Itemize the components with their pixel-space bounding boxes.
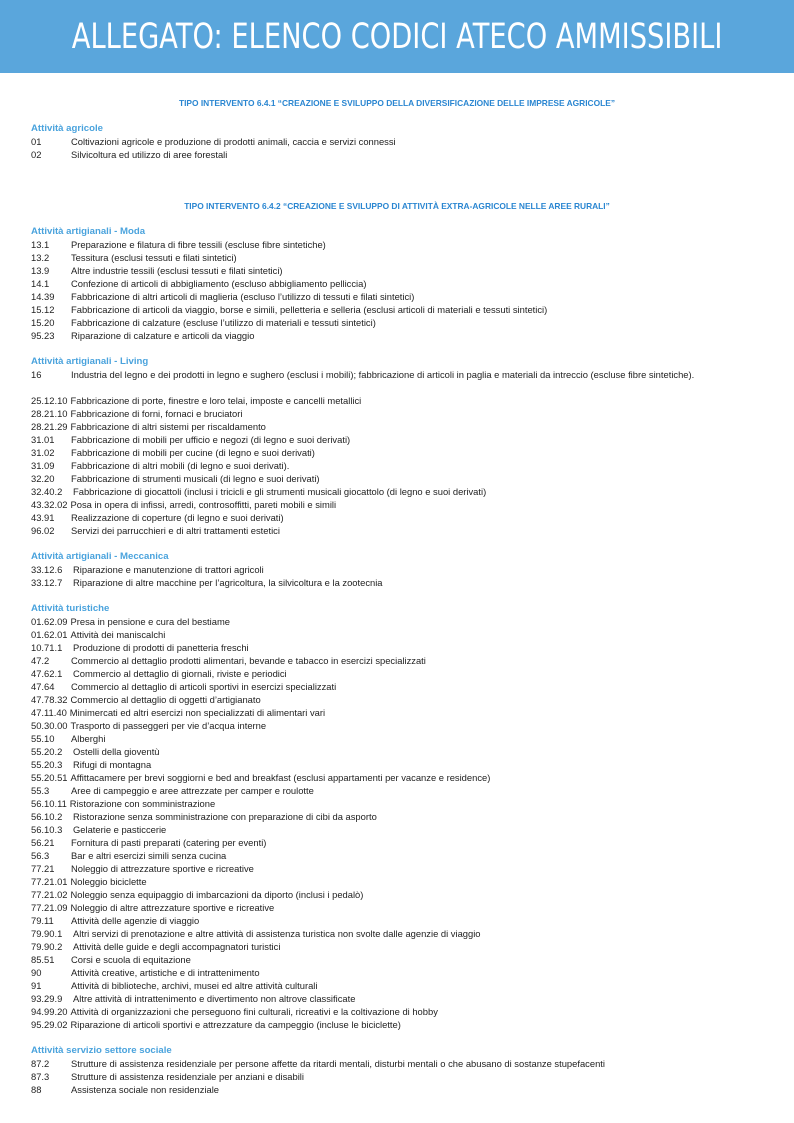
ateco-code: 14.1 (31, 278, 50, 289)
ateco-code: 79.90.2 (31, 941, 63, 952)
ateco-code-row (31, 1070, 761, 1083)
ateco-code: 94.99.20 (31, 1006, 68, 1017)
ateco-description: Fabbricazione di articoli da viaggio, borse e simili, pelletteria e selleria (esclusi articoli di materiali e tessuti sintetici) (71, 304, 548, 315)
ateco-description: Fabbricazione di porte, finestre e loro telai, imposte e cancelli metallici (70, 395, 362, 406)
ateco-code-row (31, 615, 761, 628)
ateco-code-row (31, 784, 761, 797)
ateco-description: Attività delle agenzie di viaggio (71, 915, 200, 926)
ateco-code-row (31, 810, 761, 823)
ateco-code-row (31, 862, 761, 875)
ateco-code-row (31, 1005, 761, 1018)
ateco-description: Presa in pensione e cura del bestiame (70, 616, 230, 627)
ateco-description: Altri servizi di prenotazione e altre attività di assistenza turistica non svolte dalle agenzie di viaggio (73, 928, 481, 939)
ateco-code: 90 (31, 967, 42, 978)
ateco-code: 47.62.1 (31, 668, 63, 679)
ateco-code: 31.01 (31, 434, 55, 445)
ateco-code-row (31, 485, 761, 498)
ateco-code-row (31, 277, 761, 290)
ateco-code: 33.12.7 (31, 577, 63, 588)
ateco-code: 28.21.10 (31, 408, 68, 419)
ateco-code: 47.2 (31, 655, 50, 666)
ateco-code: 47.11.40 (31, 707, 67, 718)
ateco-code-row (31, 953, 761, 966)
ateco-description: Produzione di prodotti di panetteria freschi (73, 642, 249, 653)
ateco-code: 01.62.09 (31, 616, 68, 627)
category-title: Attività turistiche (31, 603, 110, 614)
ateco-code-row (31, 329, 761, 342)
category-title: Attività agricole (31, 123, 103, 134)
ateco-code-row (31, 459, 761, 472)
ateco-code: 32.40.2 (31, 486, 63, 497)
ateco-description: Industria del legno e dei prodotti in legno e sughero (esclusi i mobili); fabbricazione di articoli in paglia e materiali da intreccio (escluse fibre sintetiche). (71, 369, 695, 380)
ateco-code-row (31, 135, 761, 148)
ateco-code-row (31, 927, 761, 940)
ateco-description: Corsi e scuola di equitazione (71, 954, 191, 965)
ateco-description: Fabbricazione di mobili per ufficio e negozi (di legno e suoi derivati) (71, 434, 351, 445)
ateco-description: Realizzazione di coperture (di legno e suoi derivati) (71, 512, 284, 523)
ateco-description: Noleggio biciclette (70, 876, 147, 887)
category-title: Attività artigianali - Living (31, 356, 149, 367)
ateco-description: Minimercati ed altri esercizi non specializzati di alimentari vari (69, 707, 326, 718)
ateco-code-row (31, 706, 761, 719)
ateco-code: 31.09 (31, 460, 55, 471)
ateco-description: Bar e altri esercizi simili senza cucina (71, 850, 227, 861)
ateco-description: Ristorazione con somministrazione (69, 798, 216, 809)
ateco-description: Commercio al dettaglio di giornali, riviste e periodici (73, 668, 287, 679)
ateco-code: 50.30.00 (31, 720, 68, 731)
ateco-description: Gelaterie e pasticcerie (73, 824, 167, 835)
ateco-code-row (31, 901, 761, 914)
ateco-description: Riparazione di articoli sportivi e attrezzature da campeggio (incluse le biciclette) (70, 1019, 401, 1030)
ateco-code: 02 (31, 149, 42, 160)
ateco-code: 93.29.9 (31, 993, 63, 1004)
ateco-code: 96.02 (31, 525, 55, 536)
ateco-code: 31.02 (31, 447, 55, 458)
ateco-code: 32.20 (31, 473, 55, 484)
ateco-description: Fabbricazione di altri sistemi per riscaldamento (70, 421, 266, 432)
ateco-code-row (31, 641, 761, 654)
ateco-code-row (31, 914, 761, 927)
ateco-code-row (31, 732, 761, 745)
ateco-code-row (31, 446, 761, 459)
ateco-code-row (31, 628, 761, 641)
ateco-description: Fornitura di pasti preparati (catering per eventi) (71, 837, 267, 848)
ateco-code: 16 (31, 369, 42, 380)
ateco-code-row (31, 511, 761, 524)
ateco-description: Fabbricazione di calzature (escluse l’utilizzo di materiali e tessuti sintetici) (71, 317, 376, 328)
ateco-description: Fabbricazione di strumenti musicali (di legno e suoi derivati) (71, 473, 320, 484)
ateco-description: Riparazione di altre macchine per l’agricoltura, la silvicoltura e la zootecnia (73, 577, 383, 588)
ateco-code-row (31, 316, 761, 329)
ateco-code-row (31, 290, 761, 303)
ateco-description: Affittacamere per brevi soggiorni e bed and breakfast (esclusi appartamenti per vacanze e residence) (70, 772, 491, 783)
ateco-description: Strutture di assistenza residenziale per anziani e disabili (71, 1071, 304, 1082)
ateco-code: 56.10.2 (31, 811, 63, 822)
ateco-description: Rifugi di montagna (73, 759, 152, 770)
ateco-code-row (31, 1083, 761, 1096)
ateco-code: 77.21.09 (31, 902, 68, 913)
title-banner (0, 0, 794, 73)
ateco-code: 56.21 (31, 837, 55, 848)
ateco-description: Assistenza sociale non residenziale (71, 1084, 219, 1095)
ateco-code-row (31, 576, 761, 589)
ateco-code: 79.90.1 (31, 928, 63, 939)
ateco-description: Commercio al dettaglio di oggetti d’artigianato (70, 694, 261, 705)
ateco-code: 85.51 (31, 954, 55, 965)
ateco-description: Altre attività di intrattenimento e divertimento non altrove classificate (73, 993, 356, 1004)
ateco-description: Commercio al dettaglio di articoli sportivi in esercizi specializzati (71, 681, 337, 692)
ateco-code-row (31, 148, 761, 161)
document-title: ALLEGATO: ELENCO CODICI ATECO AMMISSIBILI (71, 16, 723, 57)
ateco-code: 14.39 (31, 291, 55, 302)
ateco-description: Altre industrie tessili (esclusi tessuti e filati sintetici) (71, 265, 283, 276)
ateco-description: Riparazione e manutenzione di trattori agricoli (73, 564, 264, 575)
ateco-code-row (31, 498, 761, 511)
ateco-code-row (31, 667, 761, 680)
ateco-code: 55.20.3 (31, 759, 63, 770)
ateco-code-row (31, 940, 761, 953)
ateco-description: Posa in opera di infissi, arredi, controsoffitti, pareti mobili e simili (70, 499, 337, 510)
ateco-description: Attività delle guide e degli accompagnatori turistici (73, 941, 281, 952)
ateco-description: Riparazione di calzature e articoli da viaggio (71, 330, 255, 341)
ateco-code: 13.1 (31, 239, 50, 250)
section-heading: TIPO INTERVENTO 6.4.1 “CREAZIONE E SVILUPPO DELLA DIVERSIFICAZIONE DELLE IMPRESE AGRICOLE” (178, 98, 616, 108)
ateco-code-row (31, 264, 761, 277)
ateco-code-row (31, 836, 761, 849)
ateco-code-row (31, 875, 761, 888)
ateco-code-row (31, 823, 761, 836)
ateco-code: 87.2 (31, 1058, 50, 1069)
ateco-code-row (31, 407, 761, 420)
ateco-code: 13.9 (31, 265, 50, 276)
ateco-description: Confezione di articoli di abbigliamento (escluso abbigliamento pelliccia) (71, 278, 367, 289)
ateco-code-row (31, 745, 761, 758)
ateco-code-row (31, 771, 761, 784)
ateco-code-row (31, 563, 761, 576)
ateco-code-row (31, 472, 761, 485)
ateco-code: 15.20 (31, 317, 55, 328)
ateco-code-row (31, 524, 761, 537)
ateco-description: Tessitura (esclusi tessuti e filati sintetici) (71, 252, 237, 263)
ateco-code: 01.62.01 (31, 629, 68, 640)
ateco-description: Aree di campeggio e aree attrezzate per camper e roulotte (71, 785, 314, 796)
ateco-code-row (31, 966, 761, 979)
ateco-code: 33.12.6 (31, 564, 63, 575)
section-heading: TIPO INTERVENTO 6.4.2 “CREAZIONE E SVILUPPO DI ATTIVITÀ EXTRA-AGRICOLE NELLE AREE RURALI” (184, 201, 610, 211)
ateco-code-row (31, 303, 761, 316)
ateco-description: Trasporto di passeggeri per vie d’acqua interne (70, 720, 267, 731)
ateco-code-row (31, 992, 761, 1005)
ateco-code: 47.78.32 (31, 694, 68, 705)
category-title: Attività servizio settore sociale (31, 1045, 172, 1056)
ateco-code: 13.2 (31, 252, 50, 263)
ateco-code-row (31, 979, 761, 992)
ateco-description: Ristorazione senza somministrazione con preparazione di cibi da asporto (73, 811, 377, 822)
ateco-description: Strutture di assistenza residenziale per persone affette da ritardi mentali, disturbi mentali o che abusano di sostanze stupefacenti (71, 1058, 605, 1069)
ateco-description: Fabbricazione di altri mobili (di legno e suoi derivati). (71, 460, 290, 471)
ateco-description: Coltivazioni agricole e produzione di prodotti animali, caccia e servizi connessi (71, 136, 396, 147)
ateco-code: 91 (31, 980, 42, 991)
ateco-code: 87.3 (31, 1071, 50, 1082)
ateco-description: Attività di biblioteche, archivi, musei ed altre attività culturali (71, 980, 318, 991)
ateco-description: Attività di organizzazioni che perseguono fini culturali, ricreativi e la coltivazione di hobby (70, 1006, 438, 1017)
ateco-code-row (31, 251, 761, 264)
ateco-description: Silvicoltura ed utilizzo di aree forestali (71, 149, 228, 160)
ateco-description: Preparazione e filatura di fibre tessili (escluse fibre sintetiche) (71, 239, 326, 250)
ateco-code-row (31, 758, 761, 771)
ateco-code: 55.20.2 (31, 746, 63, 757)
ateco-code: 43.32.02 (31, 499, 68, 510)
ateco-description: Noleggio di attrezzature sportive e ricreative (71, 863, 254, 874)
ateco-code: 56.3 (31, 850, 50, 861)
ateco-code-row (31, 420, 761, 433)
category-title: Attività artigianali - Moda (31, 226, 146, 237)
ateco-code: 88 (31, 1084, 42, 1095)
ateco-description: Fabbricazione di forni, fornaci e bruciatori (70, 408, 243, 419)
ateco-code: 01 (31, 136, 42, 147)
ateco-code: 55.20.51 (31, 772, 68, 783)
ateco-code-row (31, 394, 761, 407)
ateco-code: 47.64 (31, 681, 55, 692)
ateco-code: 77.21 (31, 863, 55, 874)
ateco-code: 95.23 (31, 330, 55, 341)
ateco-code: 95.29.02 (31, 1019, 68, 1030)
ateco-description: Attività creative, artistiche e di intrattenimento (71, 967, 260, 978)
ateco-code: 56.10.3 (31, 824, 63, 835)
ateco-code: 77.21.02 (31, 889, 68, 900)
ateco-code: 25.12.10 (31, 395, 68, 406)
ateco-description: Fabbricazione di giocattoli (inclusi i tricicli e gli strumenti musicali giocattolo (di legno e suoi derivati) (73, 486, 487, 497)
ateco-code: 77.21.01 (31, 876, 68, 887)
ateco-code: 79.11 (31, 915, 54, 926)
ateco-description: Noleggio di altre attrezzature sportive e ricreative (70, 902, 275, 913)
ateco-description: Alberghi (71, 733, 106, 744)
ateco-code-row (31, 797, 761, 810)
ateco-code-row (31, 368, 747, 381)
ateco-code-row (31, 1057, 761, 1070)
category-title: Attività artigianali - Meccanica (31, 551, 169, 562)
ateco-description: Fabbricazione di altri articoli di maglieria (escluso l’utilizzo di tessuti e filati sintetici) (71, 291, 415, 302)
ateco-description: Fabbricazione di mobili per cucine (di legno e suoi derivati) (71, 447, 315, 458)
ateco-code-row (31, 680, 761, 693)
ateco-code-row (31, 849, 761, 862)
ateco-code: 56.10.11 (31, 798, 67, 809)
ateco-code-row (31, 693, 761, 706)
ateco-code: 55.10 (31, 733, 55, 744)
ateco-code-row (31, 1018, 761, 1031)
ateco-code: 43.91 (31, 512, 55, 523)
ateco-description: Attività dei maniscalchi (70, 629, 166, 640)
ateco-code-row (31, 238, 761, 251)
ateco-code: 55.3 (31, 785, 50, 796)
ateco-description: Ostelli della gioventù (73, 746, 160, 757)
ateco-code: 10.71.1 (31, 642, 63, 653)
ateco-description: Servizi dei parrucchieri e di altri trattamenti estetici (71, 525, 280, 536)
ateco-code-row (31, 654, 761, 667)
ateco-code: 28.21.29 (31, 421, 68, 432)
ateco-description: Commercio al dettaglio prodotti alimentari, bevande e tabacco in esercizi specializzati (71, 655, 426, 666)
ateco-code-row (31, 719, 761, 732)
ateco-description: Noleggio senza equipaggio di imbarcazioni da diporto (inclusi i pedalò) (70, 889, 364, 900)
ateco-code: 15.12 (31, 304, 55, 315)
ateco-code-row (31, 888, 761, 901)
ateco-code-row (31, 433, 761, 446)
